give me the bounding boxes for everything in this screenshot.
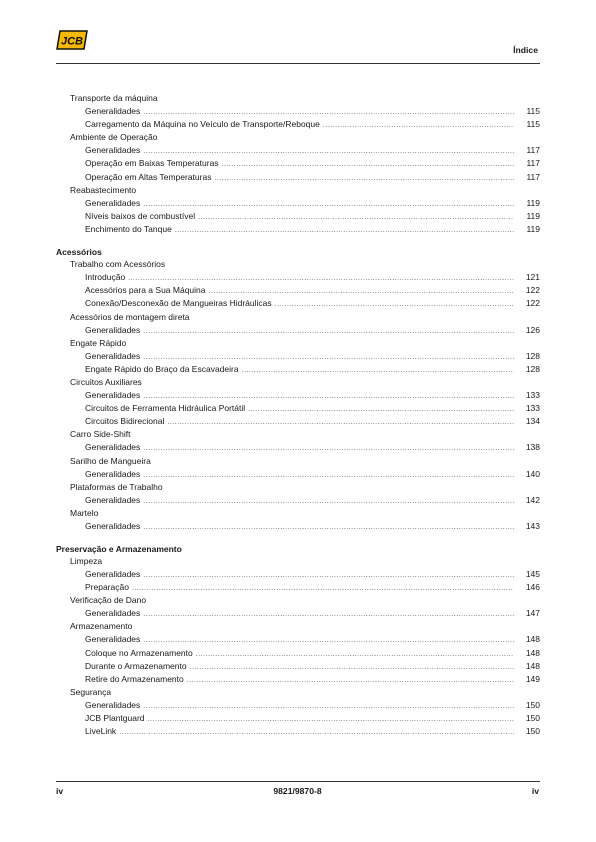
toc-entry-page: 146 — [525, 582, 540, 593]
toc-leader-dots — [275, 298, 514, 311]
toc-entry-title: Preparação — [85, 582, 129, 593]
toc-entry-page: 117 — [526, 145, 540, 156]
toc-leader-dots — [143, 495, 514, 508]
toc-section — [56, 543, 540, 738]
toc-entry-page: 119 — [526, 197, 540, 208]
toc-entry[interactable] — [56, 520, 540, 533]
toc-group-title: Transporte da máquina — [70, 93, 158, 103]
toc-entry-page: 128 — [525, 363, 540, 374]
toc-entry[interactable] — [56, 402, 540, 415]
toc-entry-title: Engate Rápido do Braço da Escavadeira — [85, 363, 239, 374]
toc-entry[interactable] — [56, 699, 540, 712]
toc-entry-page: 150 — [525, 713, 540, 724]
toc-entry-title: Níveis baixos de combustível — [85, 210, 196, 221]
toc-group-title: Engate Rápido — [70, 337, 127, 348]
footer-doc-number: 9821/9870-8 — [273, 786, 322, 796]
toc-entry-title: Generalidades — [85, 106, 141, 116]
toc-entry-title: Circuitos Bidirecional — [85, 416, 165, 427]
toc-entry-page: 121 — [525, 272, 540, 283]
toc-group-title: Circuitos Auxiliares — [70, 376, 142, 387]
header-divider — [56, 63, 540, 64]
toc-entry[interactable] — [56, 197, 540, 210]
toc-entry-title: Carregamento da Máquina no Veículo de Transporte/Reboque — [85, 119, 320, 130]
toc-leader-dots — [198, 211, 514, 224]
jcb-logo — [56, 28, 88, 52]
toc-entry-title: Generalidades — [85, 389, 141, 400]
toc-entry-title: Acessórios para a Sua Máquina — [85, 285, 206, 296]
toc-entry[interactable] — [56, 171, 540, 184]
toc-entry[interactable] — [56, 223, 540, 236]
toc-entry-page: 122 — [525, 298, 540, 309]
toc-entry-title: LiveLink — [85, 726, 117, 737]
toc-entry-title: JCB Plantguard — [85, 713, 145, 724]
toc-leader-dots — [175, 224, 514, 237]
toc-leader-dots — [242, 364, 514, 377]
toc-entry-title: Enchimento do Tanque — [85, 223, 172, 234]
toc-entry-title: Generalidades — [85, 442, 141, 453]
toc-entry-page: 138 — [525, 442, 540, 453]
toc-leader-dots — [222, 158, 514, 171]
toc-leader-dots — [196, 648, 514, 661]
toc-entry-title: Generalidades — [85, 634, 141, 645]
toc-leader-dots — [119, 726, 514, 739]
toc-group-title: Trabalho com Acessórios — [70, 259, 166, 270]
toc-entry-page: 117 — [526, 171, 540, 182]
toc-group-title: Limpeza — [70, 555, 103, 566]
toc-entry[interactable] — [56, 324, 540, 337]
toc-entry[interactable] — [56, 712, 540, 725]
toc-entry-page: 148 — [525, 660, 540, 671]
toc-entry-page: 133 — [525, 389, 540, 400]
toc-group-title: Segurança — [70, 686, 112, 697]
toc-entry-page: 143 — [525, 520, 540, 531]
toc-entry-title: Generalidades — [85, 324, 141, 335]
toc-section — [56, 246, 540, 533]
toc-entry[interactable] — [56, 284, 540, 297]
toc-group-title: Plataformas de Trabalho — [70, 481, 163, 492]
toc-entry-page: 150 — [525, 726, 540, 737]
toc-entry[interactable] — [56, 581, 540, 594]
toc-entry-page: 119 — [526, 223, 540, 234]
toc-leader-dots — [143, 325, 514, 338]
toc-entry-page: 126 — [525, 324, 540, 335]
toc-section-title: Acessórios — [56, 247, 102, 258]
toc-entry-page: 133 — [525, 403, 540, 414]
svg-text:JCB: JCB — [60, 35, 84, 48]
toc-entry-title: Generalidades — [85, 350, 141, 361]
toc-entry-page: 150 — [525, 699, 540, 710]
toc-entry[interactable] — [56, 660, 540, 673]
toc-entry-title: Generalidades — [85, 197, 141, 208]
footer-page-left: iv — [56, 786, 64, 796]
toc-entry-title: Retire do Armazenamento — [85, 673, 184, 684]
toc-entry[interactable] — [56, 389, 540, 402]
toc-group-title: Ambiente de Operação — [70, 132, 158, 143]
toc-leader-dots — [143, 521, 514, 534]
toc-entry[interactable] — [56, 157, 540, 170]
toc-entry[interactable] — [56, 415, 540, 428]
toc-leader-dots — [143, 608, 514, 621]
toc-leader-dots — [190, 661, 514, 674]
toc-leader-dots — [167, 416, 514, 429]
toc-leader-dots — [143, 700, 514, 713]
table-of-contents — [56, 92, 540, 748]
toc-leader-dots — [143, 634, 514, 647]
toc-entry[interactable] — [56, 673, 540, 686]
toc-entry[interactable] — [56, 494, 540, 507]
toc-entry-page: 122 — [525, 285, 540, 296]
toc-entry-page: 148 — [525, 634, 540, 645]
toc-leader-dots — [143, 469, 514, 482]
toc-entry-title: Operação em Baixas Temperaturas — [85, 158, 219, 169]
toc-entry-title: Generalidades — [85, 608, 141, 619]
toc-entry[interactable] — [56, 725, 540, 738]
toc-entry[interactable] — [56, 210, 540, 223]
toc-entry[interactable] — [56, 468, 540, 481]
toc-leader-dots — [148, 713, 514, 726]
toc-entry[interactable] — [56, 271, 540, 284]
toc-entry-page: 140 — [525, 468, 540, 479]
toc-entry-page: 115 — [526, 119, 540, 130]
toc-entry[interactable] — [56, 363, 540, 376]
toc-entry-page: 134 — [525, 416, 540, 427]
toc-entry-title: Generalidades — [85, 145, 141, 156]
toc-leader-dots — [214, 172, 514, 185]
footer-page-right: iv — [531, 786, 539, 796]
toc-entry-title: Generalidades — [85, 468, 141, 479]
toc-entry[interactable] — [56, 441, 540, 454]
toc-entry-page: 147 — [525, 608, 540, 619]
toc-group-title: Carro Side-Shift — [70, 429, 131, 440]
toc-entry-page: 149 — [525, 673, 540, 684]
toc-entry-title: Coloque no Armazenamento — [85, 647, 193, 658]
toc-entry-title: Conexão/Desconexão de Mangueiras Hidráulicas — [85, 298, 272, 309]
toc-entry[interactable] — [56, 568, 540, 581]
toc-entry[interactable] — [56, 118, 540, 131]
toc-entry-title: Durante o Armazenamento — [85, 660, 187, 671]
toc-leader-dots — [143, 442, 514, 455]
toc-entry[interactable] — [56, 633, 540, 646]
toc-section — [56, 92, 540, 236]
toc-group-title: Acessórios de montagem direta — [70, 311, 190, 322]
toc-group-title: Armazenamento — [70, 621, 133, 632]
toc-leader-dots — [143, 569, 514, 582]
toc-entry-page: 117 — [526, 158, 540, 169]
toc-section-title: Preservação e Armazenamento — [56, 543, 182, 554]
toc-leader-dots — [187, 674, 514, 687]
toc-entry[interactable] — [56, 647, 540, 660]
toc-group-title: Martelo — [70, 507, 99, 518]
toc-leader-dots — [132, 582, 514, 595]
toc-entry-page: 119 — [526, 210, 540, 221]
toc-leader-dots — [248, 403, 514, 416]
page-title: Índice — [513, 45, 538, 55]
toc-group-title: Reabastecimento — [70, 184, 137, 195]
toc-leader-dots — [323, 119, 514, 132]
toc-leader-dots — [143, 198, 514, 211]
toc-entry-title: Generalidades — [85, 494, 141, 505]
toc-entry-title: Introdução — [85, 272, 126, 283]
toc-group-title: Verificação de Dano — [70, 595, 147, 606]
toc-group-title: Sarilho de Mangueira — [70, 455, 151, 466]
toc-entry-page: 142 — [525, 494, 540, 505]
toc-entry-title: Operação em Altas Temperaturas — [85, 171, 212, 182]
toc-entry[interactable] — [56, 144, 540, 157]
footer-divider — [56, 781, 540, 782]
toc-entry-page: 148 — [525, 647, 540, 658]
toc-entry[interactable] — [56, 607, 540, 620]
toc-entry[interactable] — [56, 105, 540, 118]
toc-entry-page: 145 — [525, 568, 540, 579]
toc-entry-title: Generalidades — [85, 568, 141, 579]
toc-entry-title: Generalidades — [85, 520, 141, 531]
toc-entry[interactable] — [56, 297, 540, 310]
toc-entry-title: Generalidades — [85, 699, 141, 710]
toc-entry-page: 128 — [525, 350, 540, 361]
toc-entry[interactable] — [56, 350, 540, 363]
toc-entry-title: Circuitos de Ferramenta Hidráulica Portátil — [85, 403, 246, 414]
toc-entry-page: 115 — [526, 106, 540, 116]
